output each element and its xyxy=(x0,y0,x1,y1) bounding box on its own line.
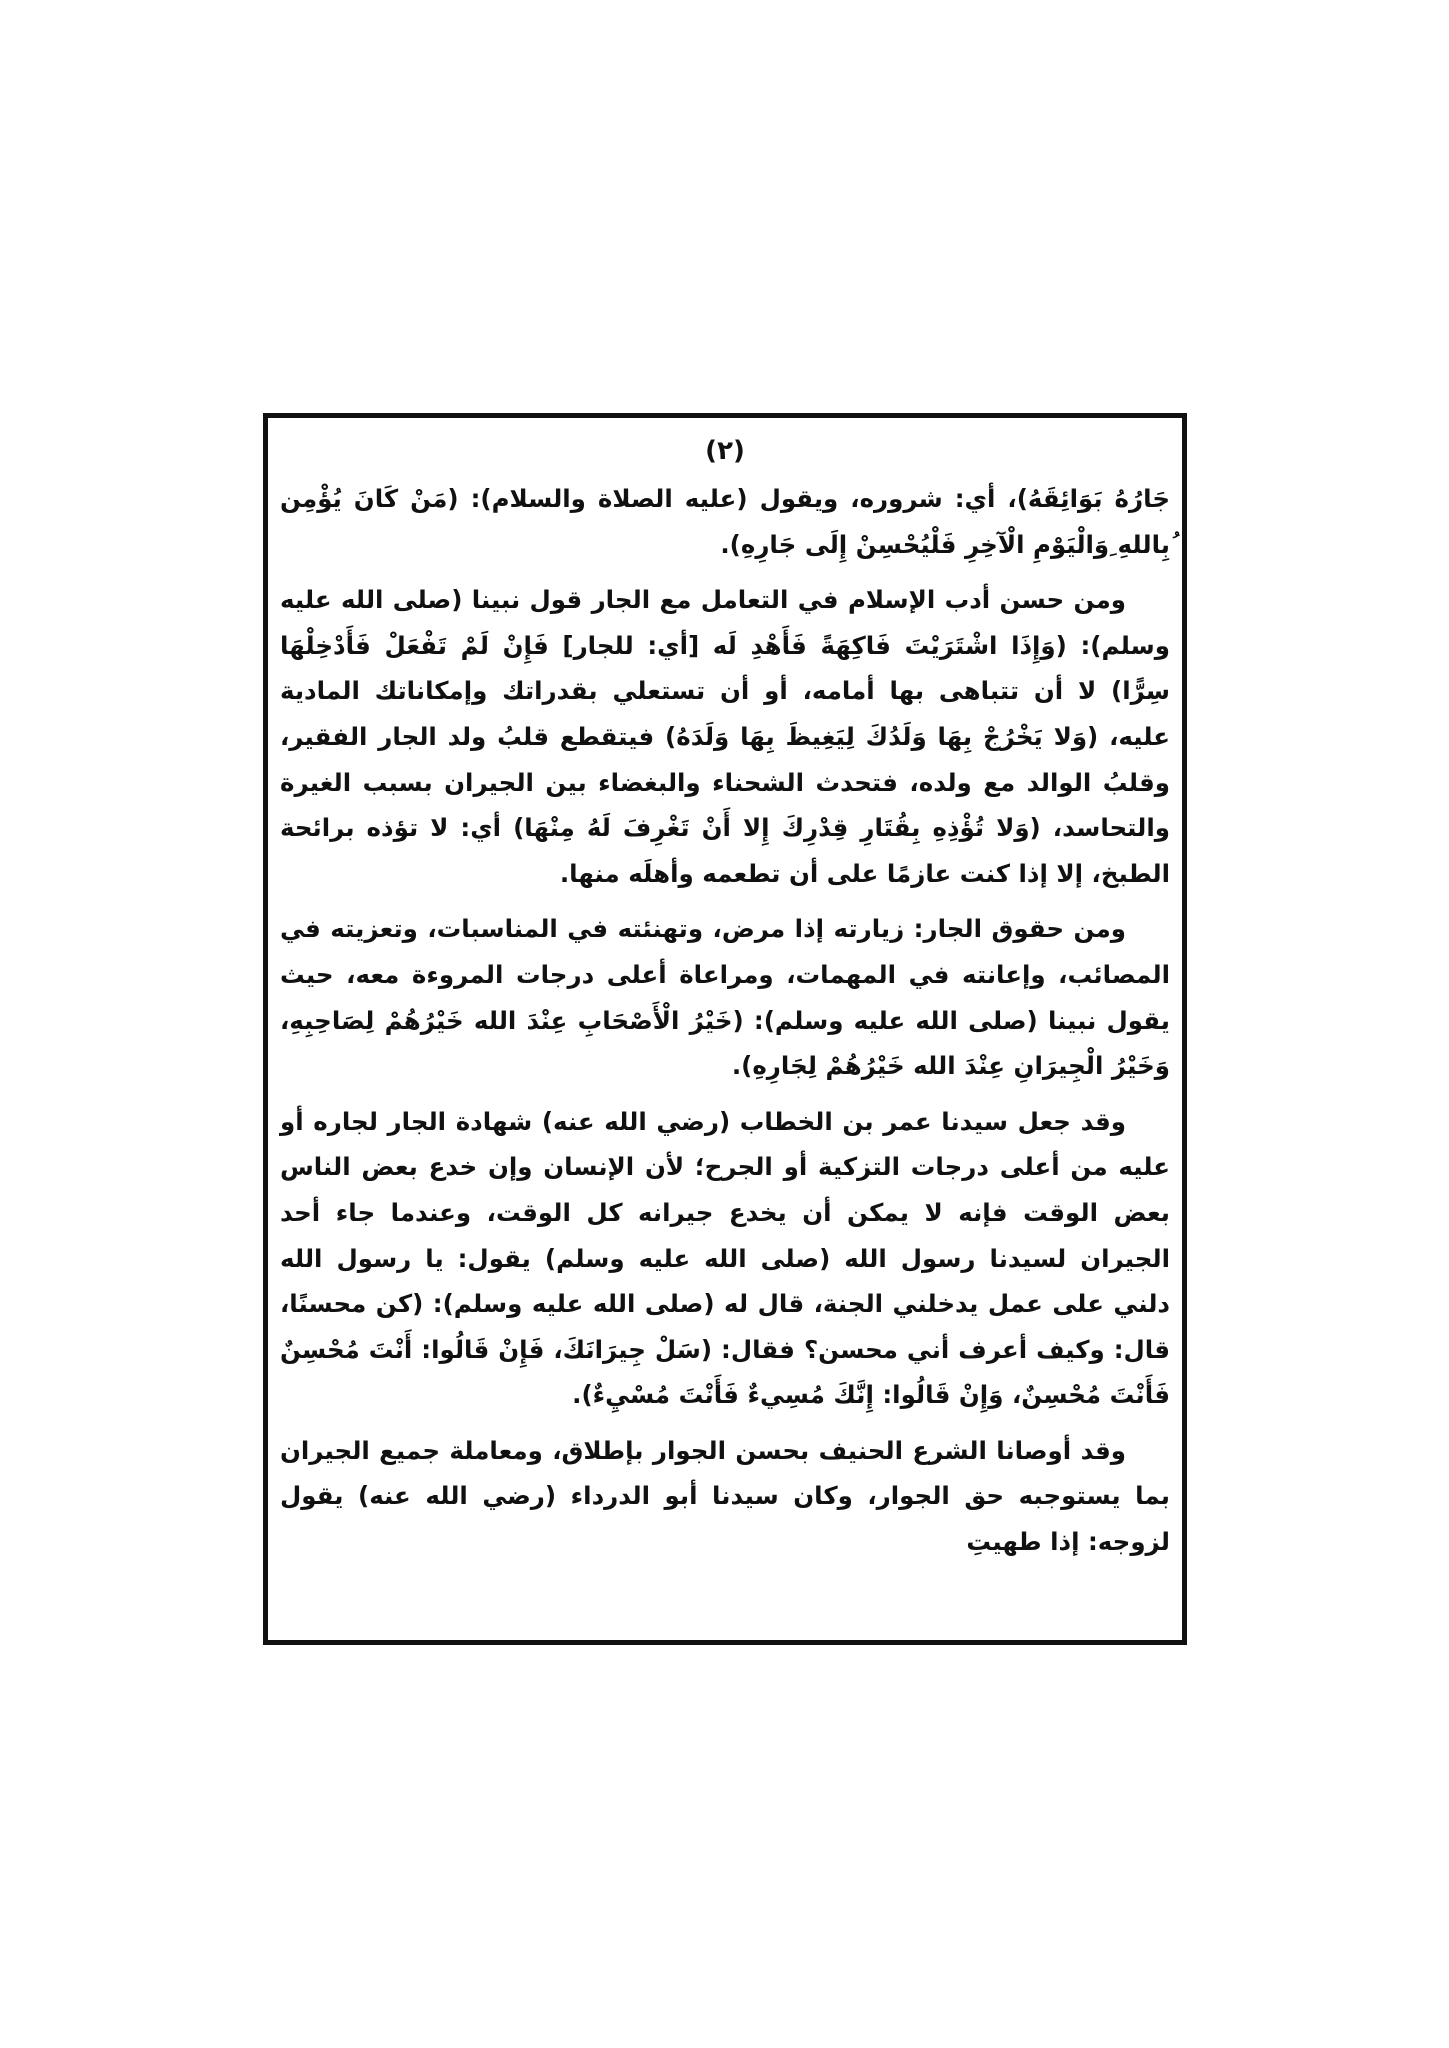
page-frame xyxy=(263,413,1187,1645)
paragraph: ومن حقوق الجار: زيارته إذا مرض، وتهنئته في المناسبات، وتعزيته في المصائب، وإعانته في المهمات، ومراعاة أعلى درجات المروءة معه، حيث يقول نبينا (صلى الله عليه وسلم): (خَيْرُ الْأَصْحَابِ عِنْدَ الله خَيْرُهُمْ لِصَاحِبِهِ، وَخَيْرُ الْجِيرَانِ عِنْدَ الله خَيْرُهُمْ لِجَارِهِ). xyxy=(280,914,1170,1081)
paragraph: وقد جعل سيدنا عمر بن الخطاب (رضي الله عنه) شهادة الجار لجاره أو عليه من أعلى درجات التزكية أو الجرح؛ لأن الإنسان وإن خدع بعض الناس بعض الوقت فإنه لا يمكن أن يخدع جيرانه كل الوقت، وعندما جاء أحد الجيران لسيدنا رسول الله (صلى الله عليه وسلم) يقول: يا رسول الله دلني على عمل يدخلني الجنة، قال له (صلى الله عليه وسلم): (كن محسنًا، قال: وكيف أعرف أني محسن؟ فقال: (سَلْ جِيرَانَكَ، فَإِنْ قَالُوا: أَنْتَ مُحْسِنٌ فَأَنْتَ مُحْسِنٌ، وَإِنْ قَالُوا: إِنَّكَ مُسِيءٌ فَأَنْتَ مُسْيِءٌ). xyxy=(280,1106,1170,1410)
page-number: (٢) xyxy=(705,436,745,466)
document-body xyxy=(280,476,1170,1575)
paragraph: جَارُهُ بَوَائِقَهُ)، أي: شروره، ويقول (عليه الصلاة والسلام): (مَنْ كَانَ يُؤْمِن ُبِاللهِ ِوَالْيَوْمِ الْآخِرِ فَلْيُحْسِنْ إِلَى جَارِهِ). xyxy=(280,484,1170,559)
paragraph: وقد أوصانا الشرع الحنيف بحسن الجوار بإطلاق، ومعاملة جميع الجيران بما يستوجبه حق الجوار، وكان سيدنا أبو الدرداء (رضي الله عنه) يقول لزوجه: إذا طهيتِ xyxy=(280,1435,1170,1557)
paragraph: ومن حسن أدب الإسلام في التعامل مع الجار قول نبينا (صلى الله عليه وسلم): (وَإِذَا اشْتَرَيْتَ فَاكِهَةً فَأَهْدِ لَه [أي: للجار] فَإِنْ لَمْ تَفْعَلْ فَأَدْخِلْهَا سِرًّا) لا أن تتباهى بها أمامه، أو أن تستعلي بقدراتك وإمكاناتك المادية عليه، (وَلا يَخْرُجْ بِهَا وَلَدُكَ لِيَغِيظَ بِهَا وَلَدَهُ) فيتقطع قلبُ ولد الجار الفقير، وقلبُ الوالد مع ولده، فتحدث الشحناء والبغضاء بين الجيران بسبب الغيرة والتحاسد، (وَلا تُؤْذِهِ بِقُتَارِ قِدْرِكَ إِلا أَنْ تَغْرِفَ لَهُ مِنْهَا) أي: لا تؤذه برائحة الطبخ، إلا إذا كنت عازمًا على أن تطعمه وأهلَه منها. xyxy=(280,585,1170,888)
